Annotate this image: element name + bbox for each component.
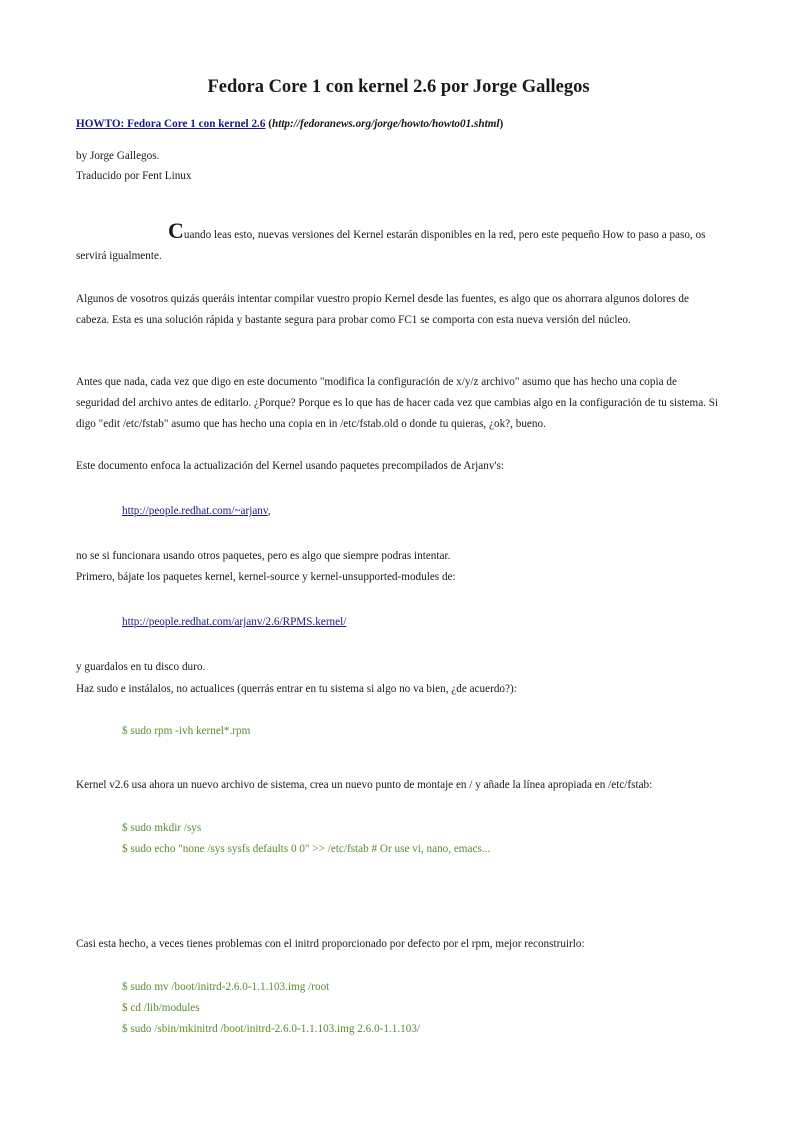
paragraph-install: Haz sudo e instálalos, no actualices (querrás entrar en tu sistema si algo no va bien, ¿de acuerdo?): — [76, 683, 517, 695]
page-title: Fedora Core 1 con kernel 2.6 por Jorge Gallegos — [207, 77, 590, 97]
howto-link[interactable]: HOWTO: Fedora Core 1 con kernel 2.6 — [76, 118, 266, 130]
paragraph-download: Primero, bájate los paquetes kernel, kernel-source y kernel-unsupported-modules de: — [76, 571, 456, 583]
intro-text: uando leas esto, nuevas versiones del Kernel estarán disponibles en la red, pero este pequeño How to paso a paso, os servirá igualmente. — [76, 229, 706, 262]
paragraph-arjanv: Este documento enfoca la actualización del Kernel usando paquetes precompilados de Arjanv's: — [76, 460, 504, 472]
paragraph-sysfs: Kernel v2.6 usa ahora un nuevo archivo de sistema, crea un nuevo punto de montaje en / y añade la línea apropiada en /etc/fstab: — [76, 779, 653, 791]
arjanv-link[interactable]: http://people.redhat.com/~arjanv — [122, 505, 268, 517]
paragraph-initrd: Casi esta hecho, a veces tienes problemas con el initrd proporcionado por defecto por el rpm, mejor reconstruirlo: — [76, 938, 585, 950]
command-mkdir-sys: $ sudo mkdir /sys — [122, 822, 202, 834]
paragraph-compile: Algunos de vosotros quizás queráis intentar compilar vuestro propio Kernel desde las fuentes, es algo que os ahorrara algunos dolores de cabeza. Esta es una solución rápida y bastante segura para probar como FC1 se comporta con esta nueva versión del núcleo. — [76, 293, 689, 326]
paragraph-save: y guardalos en tu disco duro. — [76, 661, 206, 673]
command-mv-initrd: $ sudo mv /boot/initrd-2.6.0-1.1.103.img /root — [122, 981, 330, 993]
intro-paragraph — [76, 218, 721, 267]
rpms-kernel-link[interactable]: http://people.redhat.com/arjanv/2.6/RPMS.kernel/ — [122, 616, 347, 628]
howto-close-paren: ) — [499, 118, 504, 130]
command-mkinitrd: $ sudo /sbin/mkinitrd /boot/initrd-2.6.0-1.1.103.img 2.6.0-1.1.103/ — [122, 1023, 421, 1035]
arjanv-link-suffix: , — [267, 505, 271, 517]
paragraph-other-packages: no se si funcionara usando otros paquetes, pero es algo que siempre podras intentar. — [76, 550, 451, 562]
drop-cap: C — [168, 218, 184, 243]
arjanv-link-line — [122, 503, 271, 519]
paragraph-backup: Antes que nada, cada vez que digo en este documento "modifica la configuración de x/y/z archivo" asumo que has hecho una copia de seguridad del archivo antes de editarlo. ¿Porque? Porque es lo que has de hacer cada vez que cambias algo en la configuración de tu sistema. Si digo "edit /etc/fstab" asumo que has hecho una copia en in /etc/fstab.old o donde tu quieras, ¿ok?, bueno. — [76, 376, 719, 430]
rpms-link-line — [122, 614, 346, 630]
command-rpm-install: $ sudo rpm -ivh kernel*.rpm — [122, 725, 251, 737]
command-cd-modules: $ cd /lib/modules — [122, 1002, 200, 1014]
command-echo-fstab: $ sudo echo "none /sys sysfs defaults 0 0" >> /etc/fstab # Or use vi, nano, emacs... — [122, 843, 491, 855]
byline-author: by Jorge Gallegos. — [76, 150, 160, 162]
byline-translator: Traducido por Fent Linux — [76, 170, 192, 182]
howto-open-paren: ( — [265, 118, 272, 130]
howto-reference — [76, 116, 503, 132]
howto-url: http://fedoranews.org/jorge/howto/howto01.shtml — [271, 118, 500, 130]
